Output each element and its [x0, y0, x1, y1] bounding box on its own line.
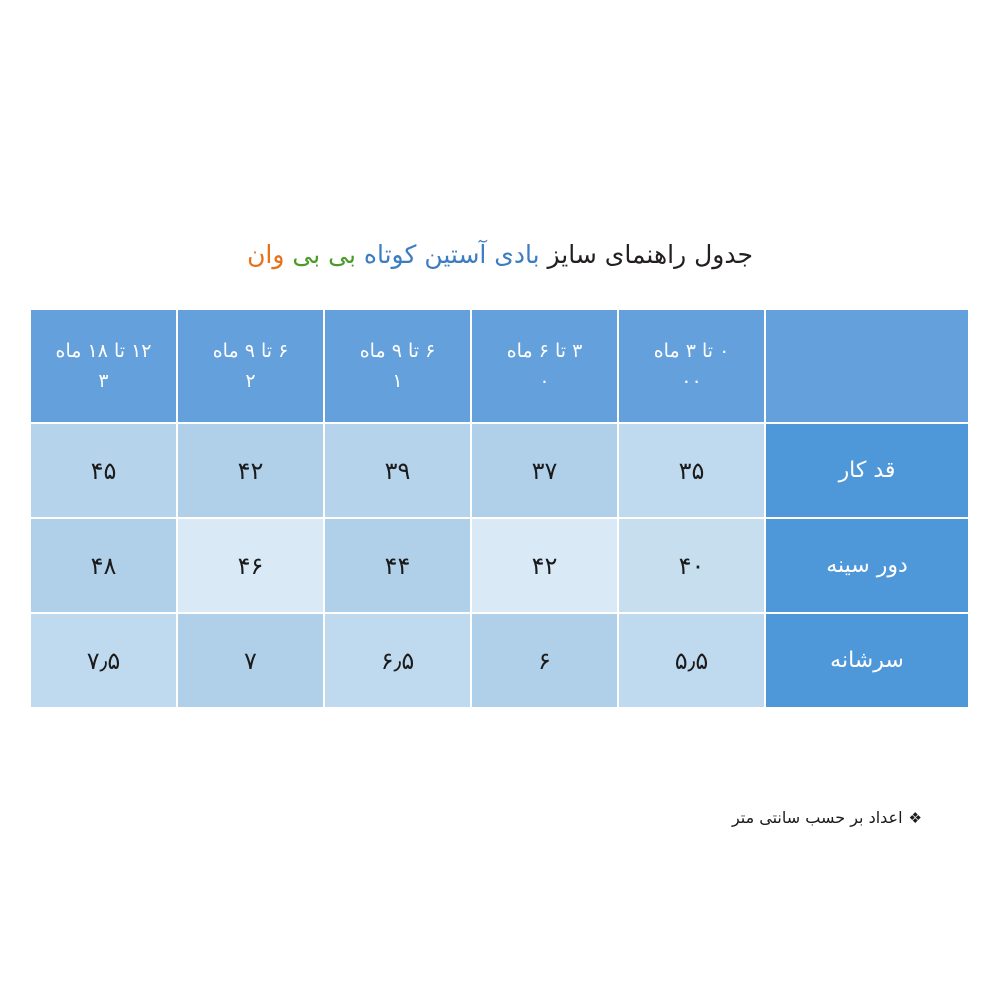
table-corner-cell: [765, 309, 969, 423]
column-header-3-line2: ۲: [245, 370, 256, 392]
column-header-1-line1: ۳ تا ۶ ماه: [506, 340, 583, 362]
column-header-2: [324, 309, 471, 423]
column-header-1: [471, 309, 618, 423]
cell-0-3: ۴۲: [177, 423, 324, 518]
cell-1-2: ۴۴: [324, 518, 471, 613]
cell-0-2: ۳۹: [324, 423, 471, 518]
table-header: [30, 309, 969, 423]
cell-1-3: ۴۶: [177, 518, 324, 613]
row-label-1: دور سینه: [765, 518, 969, 613]
size-table-wrapper: [30, 308, 970, 709]
cell-2-1: ۶: [471, 613, 618, 708]
cell-0-1: ۳۷: [471, 423, 618, 518]
title-segment-2: بادی آستین کوتاه: [355, 240, 540, 269]
column-header-3-line1: ۶ تا ۹ ماه: [212, 340, 289, 362]
cell-2-2: ۶٫۵: [324, 613, 471, 708]
table-row: [30, 613, 969, 708]
cell-1-4: ۴۸: [30, 518, 177, 613]
column-header-2-line2: ۱: [392, 370, 403, 392]
row-label-2: سرشانه: [765, 613, 969, 708]
cell-1-1: ۴۲: [471, 518, 618, 613]
column-header-0: [618, 309, 765, 423]
cell-2-4: ۷٫۵: [30, 613, 177, 708]
table-row: [30, 518, 969, 613]
footnote-bullet-icon: ❖: [908, 809, 922, 827]
column-header-0-line1: ۰ تا ۳ ماه: [653, 340, 730, 362]
column-header-2-line1: ۶ تا ۹ ماه: [359, 340, 436, 362]
column-header-0-line2: ۰۰: [681, 370, 702, 392]
column-header-4-line1: ۱۲ تا ۱۸ ماه: [55, 340, 152, 362]
title-segment-1: جدول راهنمای سایز: [539, 240, 753, 269]
page-title-text: [247, 238, 753, 272]
table-row: [30, 423, 969, 518]
cell-1-0: ۴۰: [618, 518, 765, 613]
title-segment-3: بی بی: [284, 240, 356, 269]
column-header-4-line2: ۳: [98, 370, 109, 392]
table-body: [30, 423, 969, 708]
cell-2-0: ۵٫۵: [618, 613, 765, 708]
row-label-0: قد کار: [765, 423, 969, 518]
column-header-1-line2: ۰: [539, 370, 550, 392]
title-segment-4: وان: [247, 240, 285, 269]
column-header-4: [30, 309, 177, 423]
page-title: [0, 238, 1000, 272]
cell-0-0: ۳۵: [618, 423, 765, 518]
size-table: [29, 308, 970, 709]
table-header-row: [30, 309, 969, 423]
cell-2-3: ۷: [177, 613, 324, 708]
cell-0-4: ۴۵: [30, 423, 177, 518]
column-header-3: [177, 309, 324, 423]
footnote: [732, 808, 922, 827]
footnote-text: اعداد بر حسب سانتی متر: [731, 808, 903, 827]
